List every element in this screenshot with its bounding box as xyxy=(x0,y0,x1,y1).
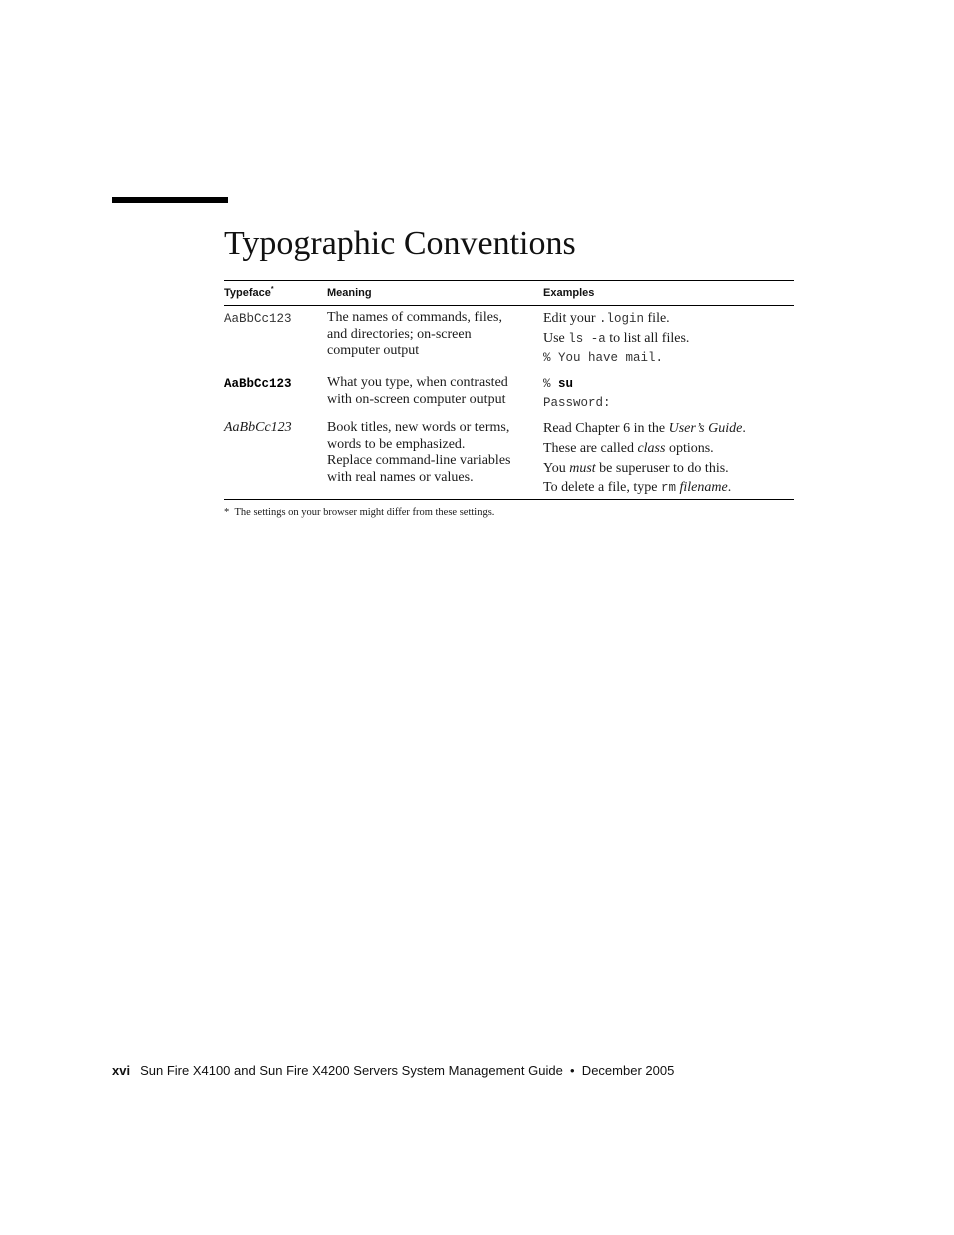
example-line xyxy=(543,439,746,459)
meaning-line: words to be emphasized. xyxy=(327,436,466,452)
chapter-rule xyxy=(112,197,228,203)
example-prompt: % xyxy=(543,377,559,391)
example-text: file. xyxy=(644,311,670,326)
example-command: su xyxy=(558,377,574,391)
page-footer xyxy=(112,1063,674,1079)
meaning-line: with real names or values. xyxy=(327,469,474,485)
examples-cell xyxy=(543,419,746,498)
footnote-text: The settings on your browser might differ from these settings. xyxy=(234,507,495,518)
table-footnote xyxy=(224,506,494,519)
typeface-sample-monospace-bold: AaBbCc123 xyxy=(224,377,292,391)
meaning-line: Book titles, new words or terms, xyxy=(327,420,510,435)
example-code: rm xyxy=(660,481,676,496)
meaning-line: with on-screen computer output xyxy=(327,391,506,407)
example-line xyxy=(543,419,746,439)
example-line xyxy=(543,374,611,394)
meaning-line: What you type, when contrasted xyxy=(327,375,508,390)
example-line xyxy=(543,459,746,479)
examples-cell xyxy=(543,374,611,414)
typeface-sample-italic: AaBbCc123 xyxy=(224,420,292,435)
example-code: ls -a xyxy=(568,331,606,346)
meaning-cell xyxy=(327,420,510,486)
example-book-title: User’s Guide xyxy=(668,421,743,436)
page-number: xvi xyxy=(112,1063,131,1078)
example-code: .login xyxy=(599,312,645,326)
meaning-line: and directories; on-screen xyxy=(327,326,472,342)
example-line xyxy=(543,309,689,329)
example-text: . xyxy=(727,480,732,496)
footnote-marker: * xyxy=(224,507,230,518)
example-text: Read Chapter 6 in the xyxy=(543,421,669,436)
header-typeface xyxy=(224,286,274,302)
meaning-line: Replace command-line variables xyxy=(327,453,511,468)
header-typeface-label: Typeface xyxy=(224,287,271,299)
example-line xyxy=(543,478,746,498)
example-text: To delete a file, type xyxy=(543,480,661,496)
example-text: You xyxy=(543,460,570,476)
example-line: Password: xyxy=(543,395,611,410)
example-emphasis: must xyxy=(569,460,596,476)
example-line: % You have mail. xyxy=(543,350,664,365)
example-text: options. xyxy=(665,440,714,456)
examples-cell xyxy=(543,309,689,368)
example-text: These are called xyxy=(543,440,638,456)
meaning-line: The names of commands, files, xyxy=(327,310,502,325)
table-bottom-rule xyxy=(224,499,794,500)
table-header-rule xyxy=(224,305,794,306)
example-line xyxy=(543,329,689,349)
example-new-term: class xyxy=(637,440,666,456)
meaning-line: computer output xyxy=(327,343,420,358)
example-text: be superuser to do this. xyxy=(595,460,729,476)
footnote-marker: * xyxy=(270,286,274,293)
meaning-cell xyxy=(327,375,508,408)
example-text: . xyxy=(742,421,746,436)
meaning-cell xyxy=(327,310,502,360)
header-examples: Examples xyxy=(543,287,595,299)
table-top-rule xyxy=(224,280,794,281)
example-text: Use xyxy=(543,330,569,346)
example-text: to list all files. xyxy=(605,330,690,346)
example-variable: filename xyxy=(679,480,728,496)
page-title: Typographic Conventions xyxy=(224,225,576,262)
header-meaning: Meaning xyxy=(327,287,372,299)
footer-text: Sun Fire X4100 and Sun Fire X4200 Servers System Management Guide • December 2005 xyxy=(140,1063,675,1078)
example-text: Edit your xyxy=(543,311,599,326)
typeface-sample-monospace: AaBbCc123 xyxy=(224,312,292,326)
